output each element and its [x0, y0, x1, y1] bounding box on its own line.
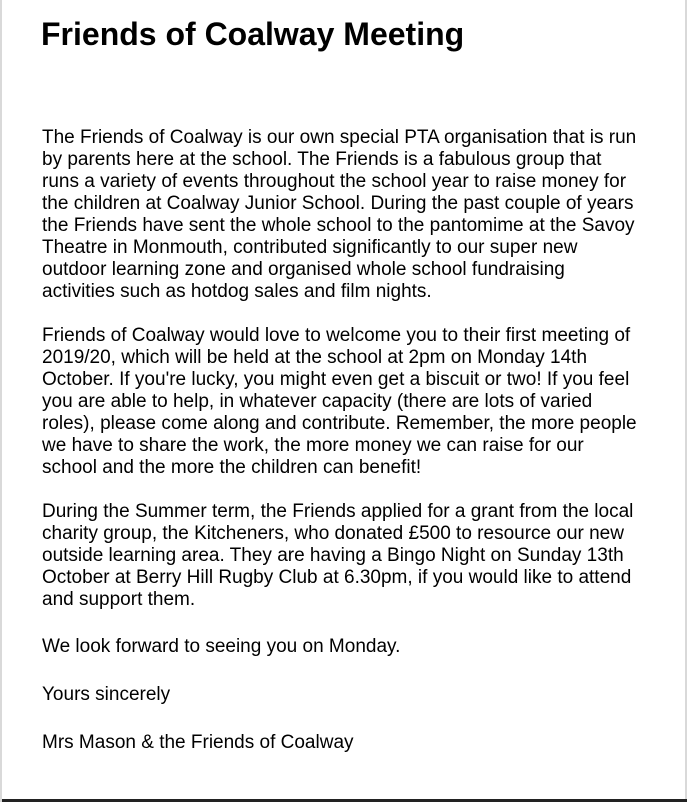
paragraph-intro: The Friends of Coalway is our own special PTA organisation that is run by parents here at the school. The Friends is a fabulous group that runs a variety of events throughout the school year to raise money for the children at Coalway Junior School. During the past couple of years the Friends have sent the whole school to the pantomime at the Savoy Theatre in Monmouth, contributed significantly to our super new outdoor learning zone and organised whole school fundraising activities such as hotdog sales and film nights.: [42, 127, 637, 302]
document-body: [42, 127, 642, 754]
signature: Mrs Mason & the Friends of Coalway: [42, 732, 354, 753]
closing-line: We look forward to seeing you on Monday.: [42, 636, 401, 657]
paragraph-meeting-invite: Friends of Coalway would love to welcome you to their first meeting of 2019/20, which will be held at the school at 2pm on Monday 14th October. If you're lucky, you might even get a biscuit or two! If you feel you are able to help, in whatever capacity (there are lots of varied roles), please come along and contribute. Remember, the more people we have to share the work, the more money we can raise for our school and the more the children can benefit!: [42, 325, 637, 478]
sign-off: Yours sincerely: [42, 684, 171, 705]
document-title: Friends of Coalway Meeting: [41, 16, 465, 52]
paragraph-grant-bingo: During the Summer term, the Friends applied for a grant from the local charity group, the Kitcheners, who donated £500 to resource our new outside learning area. They are having a Bingo Night on Sunday 13th October at Berry Hill Rugby Club at 6.30pm, if you would like to attend and support them.: [42, 501, 634, 610]
